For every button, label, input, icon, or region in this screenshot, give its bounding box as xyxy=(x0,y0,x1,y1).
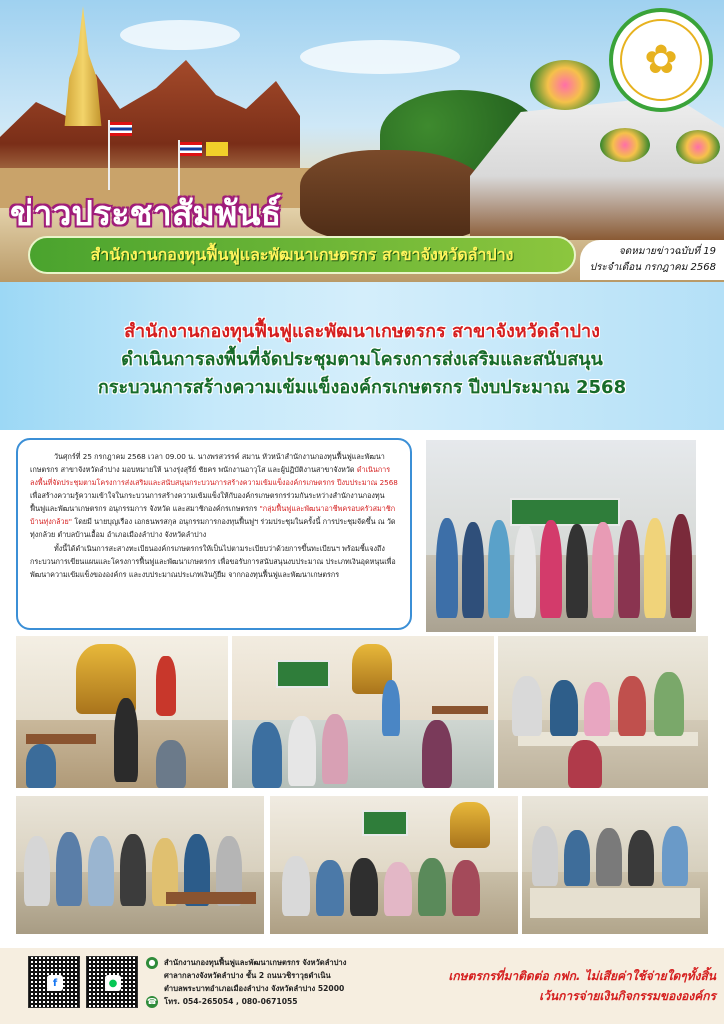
thai-flag xyxy=(180,142,202,156)
horse-image xyxy=(300,150,490,240)
group-photo xyxy=(426,440,696,632)
meeting-photo-presentation xyxy=(270,796,518,934)
meeting-photo-documents xyxy=(522,796,708,934)
issue-month: ประจำเดือน กรกฎาคม 2568 xyxy=(589,262,716,273)
p1-group-name: "กลุ่มฟื้นฟูและพัฒนาอาชีพครอบครัวสมาชิกบ้านทุ่งกล้วย" xyxy=(30,504,396,526)
cloud xyxy=(120,20,240,50)
slogan-line-2: เว้นการจ่ายเงินกิจกรรมขององค์กร xyxy=(539,989,716,1003)
flowers-image xyxy=(676,130,720,164)
footer-address-1: ศาลากลางจังหวัดลำปาง ชั้น 2 ถนนวชิราวุธดำเนิน xyxy=(164,971,331,980)
meeting-photo-audience xyxy=(16,796,264,934)
p1-highlight: ดำเนินการลงพื้นที่จัดประชุมตามโครงการส่งเสริมและสนับสนุนกระบวนการสร้างความเข้มแข็งองค์กรเกษตรกร ปีงบประมาณ 2568 xyxy=(30,465,398,487)
farmer-logo-icon: ✿ xyxy=(620,19,702,101)
footer-address-2: ตำบลพระบาทอำเภอเมืองลำปาง จังหวัดลำปาง 52000 xyxy=(164,984,345,993)
cloud xyxy=(300,40,460,74)
news-paragraph-1 xyxy=(30,450,398,541)
footer xyxy=(0,948,724,1024)
stupa-image xyxy=(60,6,106,126)
headline-band xyxy=(0,282,724,430)
qr-code-line[interactable] xyxy=(86,956,138,1008)
phone-icon: ☎ xyxy=(147,997,157,1006)
headline-office: สำนักงานกองทุนฟื้นฟูและพัฒนาเกษตรกร สาขาจังหวัดลำปาง xyxy=(124,321,600,342)
meeting-photo-hall xyxy=(232,636,494,788)
headline-line-2: ดำเนินการลงพื้นที่จัดประชุมตามโครงการส่งเสริมและสนับสนุน xyxy=(121,349,603,370)
p1-text-a: วันศุกร์ที่ 25 กรกฎาคม 2568 เวลา 09.00 น. นางพรสวรรค์ สมาน หัวหน้าสำนักงานกองทุนฟื้นฟูและพัฒนาเกษตรกร สาขาจังหวัดลำปาง มอบหมายให้ นางรุ่งสุรีย์ ชัยคร พนักงานอาวุโส และผู้ปฏิบัติงานสาขาจังหวัด xyxy=(30,452,385,474)
location-pin-icon: ● xyxy=(146,957,158,969)
footer-office-name: สำนักงานกองทุนฟื้นฟูและพัฒนาเกษตรกร จังหวัดลำปาง xyxy=(164,958,347,967)
headline-line-3: กระบวนการสร้างความเข้มแข็งองค์กรเกษตรกร ปีงบประมาณ 2568 xyxy=(97,377,627,398)
office-name: สำนักงานกองทุนฟื้นฟูและพัฒนาเกษตรกร สาขาจังหวัดลำปาง xyxy=(90,244,514,264)
meeting-photo-shrine xyxy=(16,636,228,788)
news-text-box xyxy=(16,438,412,630)
yellow-flag xyxy=(206,142,228,156)
news-paragraph-2: ทั้งนี้ได้ดำเนินการสะสางทะเบียนองค์กรเกษตรกรให้เป็นไปตามระเบียบว่าด้วยการขึ้นทะเบียนฯ พร้อมชี้แจงถึงกระบวนการเขียนแผนและโครงการฟื้นฟูและพัฒนาเกษตรกร เพื่อขอรับการสนับสนุนงบประมาณ ประเภทเงินอุดหนุนเพื่อพัฒนาความเข้มแข็งขององค์กร และงบประมาณประเภทเงินกู้ยืม จากกองทุนฟื้นฟูและพัฒนาเกษตรกร xyxy=(30,544,396,579)
issue-info xyxy=(580,240,724,280)
header-banner xyxy=(0,0,724,282)
footer-slogan xyxy=(420,966,716,1006)
meeting-photo-table xyxy=(498,636,708,788)
office-address xyxy=(146,956,396,1008)
flowers-image xyxy=(600,128,650,162)
thai-flag xyxy=(110,122,132,136)
p1-text-b: เพื่อสร้างความรู้ความเข้าใจในกระบวนการสร้างความเข้มแข็งให้กับองค์กรเกษตรกรร่วมกันระหว่างสำนักงานกองทุนฟื้นฟูและพัฒนาเกษตรกร อนุกรรมการ จังหวัด และสมาชิกองค์กรเกษตรกร xyxy=(30,491,385,513)
org-logo xyxy=(609,8,713,112)
p1-text-c: โดยมี นายบุญเรือง เอกธนพรสกุล อนุกรรมการกองทุนฟื้นฟูฯ ร่วมประชุมในครั้งนี้ การประชุมจัดขึ้น ณ วัดทุ่งกล้วย ตำบลบ้านเอื้อม อำเภอเมืองลำปาง จังหวัดลำปาง xyxy=(30,517,396,539)
issue-number: จดหมายข่าวฉบับที่ 19 xyxy=(618,246,716,257)
flowers-image xyxy=(530,60,600,110)
qr-code-facebook[interactable] xyxy=(28,956,80,1008)
facebook-icon: f xyxy=(47,975,63,991)
footer-phone: โทร. 054-265054 , 080-0671055 xyxy=(164,997,298,1006)
slogan-line-1: เกษตรกรที่มาติดต่อ กฟก. ไม่เสียค่าใช้จ่ายใดๆทั้งสิ้น xyxy=(448,969,716,983)
office-banner xyxy=(28,236,576,274)
page-title: ข่าวประชาสัมพันธ์ xyxy=(10,194,282,234)
line-icon: ● xyxy=(105,975,121,991)
